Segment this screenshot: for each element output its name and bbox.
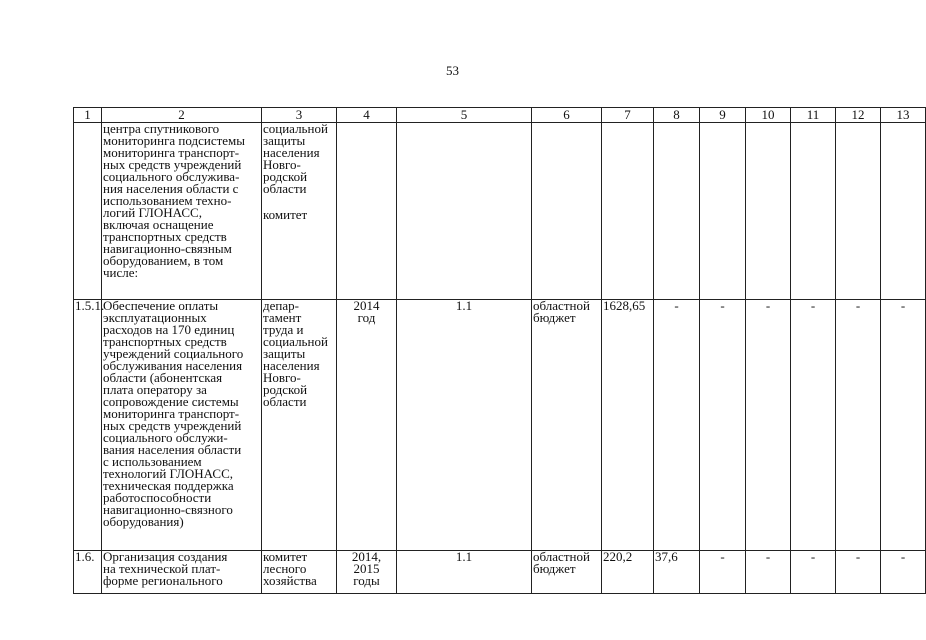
indicator-cell: 1.1 [397,300,532,551]
value-cell: - [881,300,926,551]
value-cell: 1628,65 [602,300,654,551]
page-number: 53 [446,63,459,78]
year-cell [337,123,397,300]
value-cell [746,123,791,300]
value-cell: - [746,300,791,551]
program-table [73,107,926,594]
value-cell [700,123,746,300]
column-header: 4 [337,108,397,123]
value-cell: - [791,551,836,594]
value-cell [602,123,654,300]
indicator-cell [397,123,532,300]
value-cell: 37,6 [654,551,700,594]
row-number [74,123,102,300]
row-number: 1.6. [74,551,102,594]
source-cell: областной бюджет [532,551,602,594]
column-header: 7 [602,108,654,123]
year-cell: 2014, 2015 годы [337,551,397,594]
table-row [74,300,926,551]
year-cell: 2014 год [337,300,397,551]
column-header: 3 [262,108,337,123]
column-header: 2 [102,108,262,123]
value-cell: - [746,551,791,594]
measure-text: центра спутникового мониторинга подсистемы мониторинга транспорт- ных средств учреждений социального обслужива- ния населения области с использованием техно- логий ГЛОНАСС, включая оснащение транспортных средств навигационно-связным оборудованием, в том числе: [102,123,262,300]
column-header: 5 [397,108,532,123]
executor-text: комитет лесного хозяйства [262,551,337,594]
column-header: 11 [791,108,836,123]
value-cell: - [700,300,746,551]
column-header: 9 [700,108,746,123]
executor-text: депар- тамент труда и социальной защиты населения Новго- родской области [262,300,337,551]
value-cell: - [654,300,700,551]
column-header: 6 [532,108,602,123]
column-header: 1 [74,108,102,123]
measure-text: Обеспечение оплаты эксплуатационных расходов на 170 единиц транспортных средств учреждений социального обслуживания населения области (абонентская плата оператору за сопровождение системы мониторинга транспорт- ных средств учреждений социального обслужи- вания населения области с использованием технологий ГЛОНАСС, техническая поддержка работоспособности навигационно-связного оборудования) [102,300,262,551]
column-header: 12 [836,108,881,123]
value-cell: 220,2 [602,551,654,594]
value-cell [654,123,700,300]
indicator-cell: 1.1 [397,551,532,594]
value-cell: - [881,551,926,594]
value-cell [836,123,881,300]
executor-cell [262,123,337,300]
table-row [74,123,926,300]
table-row [74,551,926,594]
source-cell [532,123,602,300]
measure-text: Организация создания на технической плат- форме регионального [102,551,262,594]
row-number: 1.5.1. [74,300,102,551]
value-cell [881,123,926,300]
executor-text-2: комитет [263,207,308,222]
column-header: 8 [654,108,700,123]
column-header: 10 [746,108,791,123]
value-cell: - [791,300,836,551]
value-cell: - [836,300,881,551]
column-header: 13 [881,108,926,123]
source-cell: областной бюджет [532,300,602,551]
value-cell: - [836,551,881,594]
executor-text: социальной защиты населения Новго- родской области [263,121,328,196]
value-cell [791,123,836,300]
value-cell: - [700,551,746,594]
